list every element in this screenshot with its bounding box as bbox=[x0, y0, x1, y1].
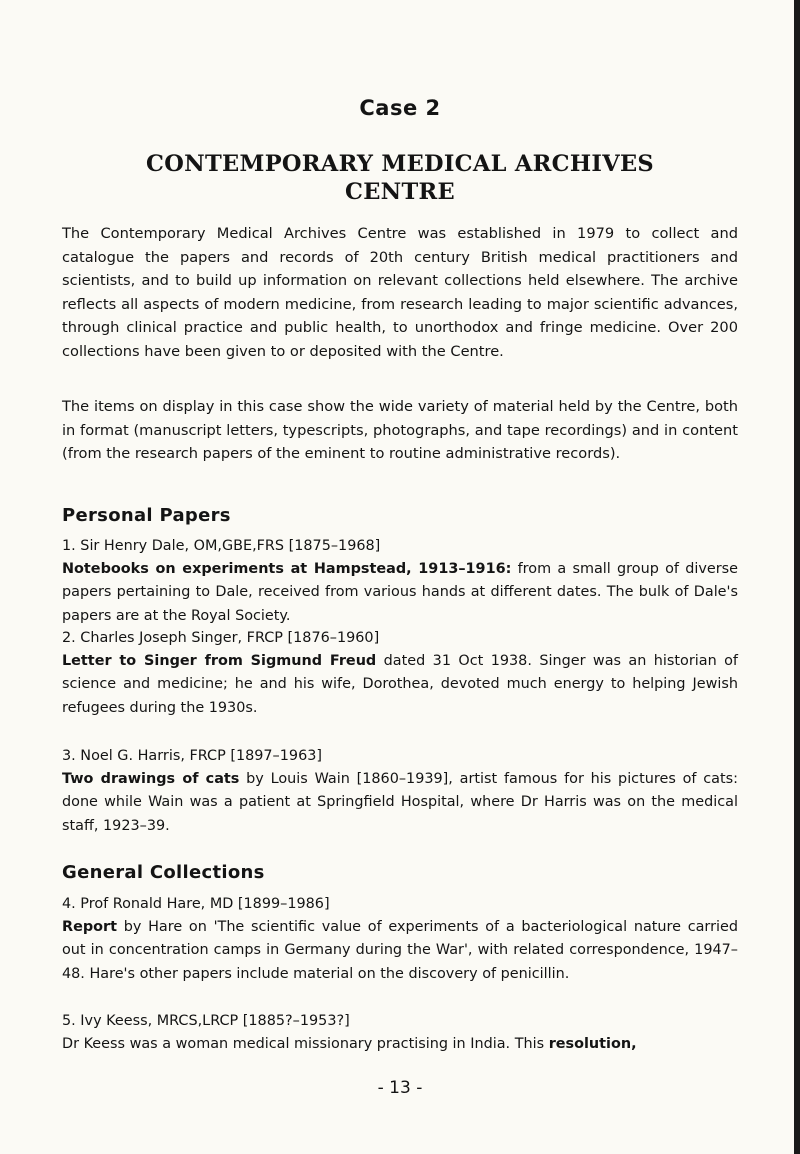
entry-5-header: 5. Ivy Keess, MRCS,LRCP [1885?–1953?] bbox=[62, 1013, 350, 1029]
entry-1 bbox=[62, 535, 738, 628]
entry-4-header: 4. Prof Ronald Hare, MD [1899–1986] bbox=[62, 896, 330, 912]
title-line-1: CONTEMPORARY MEDICAL ARCHIVES bbox=[146, 151, 654, 177]
entry-2-lead: Letter to Singer from Sigmund Freud bbox=[62, 653, 377, 670]
entry-5 bbox=[62, 1010, 738, 1056]
entry-4-lead: Report bbox=[62, 919, 118, 936]
section-heading-personal-papers: Personal Papers bbox=[62, 505, 231, 526]
intro-paragraph-2: The items on display in this case show the wide variety of material held by the Centre, both in format (manuscript letters, typescripts, photographs, and tape recordings) and in content (from the research papers of the eminent to routine administrative records). bbox=[62, 398, 738, 462]
entry-2 bbox=[62, 627, 738, 720]
entry-1-header: 1. Sir Henry Dale, OM,GBE,FRS [1875–1968] bbox=[62, 538, 381, 554]
entry-4-text: by Hare on 'The scientific value of experiments of a bacteriological nature carried out in concentration camps in Germany during the War', with related correspondence, 1947–48. Hare's other papers include material on the discovery of penicillin. bbox=[62, 919, 738, 982]
entry-1-text: from a small group of diverse papers pertaining to Dale, received from various hands at different dates. The bulk of Dale's papers are at the Royal Society. bbox=[62, 561, 738, 624]
entry-1-lead: Notebooks on experiments at Hampstead, 1913–1916: bbox=[62, 561, 512, 578]
entry-3-lead: Two drawings of cats bbox=[62, 771, 240, 788]
section-heading-general-collections: General Collections bbox=[62, 862, 265, 883]
case-label: Case 2 bbox=[359, 96, 441, 120]
page-title bbox=[62, 150, 738, 206]
entry-4 bbox=[62, 893, 738, 986]
entry-5-tail: resolution, bbox=[548, 1036, 637, 1053]
intro-paragraph-1: The Contemporary Medical Archives Centre was established in 1979 to collect and catalogue the papers and records of 20th century British medical practitioners and scientists, and to build up information on relevant collections held elsewhere. The archive reflects all aspects of modern medicine, from research leading to major scientific advances, through clinical practice and public health, to unorthodox and fringe medicine. Over 200 collections have been given to or deposited with the Centre. bbox=[62, 225, 738, 360]
entry-3-header: 3. Noel G. Harris, FRCP [1897–1963] bbox=[62, 748, 322, 764]
title-line-2: CENTRE bbox=[344, 179, 455, 205]
entry-3 bbox=[62, 745, 738, 838]
page-edge-shadow bbox=[794, 0, 800, 1154]
entry-3-text: by Louis Wain [1860–1939], artist famous for his pictures of cats: done while Wain was a patient at Springfield Hospital, where Dr Harris was on the medical staff, 1923–39. bbox=[62, 771, 738, 834]
page-number: - 13 - bbox=[377, 1078, 423, 1098]
entry-5-text: Dr Keess was a woman medical missionary practising in India. This bbox=[62, 1036, 549, 1053]
entry-2-header: 2. Charles Joseph Singer, FRCP [1876–1960] bbox=[62, 630, 380, 646]
entry-2-text: dated 31 Oct 1938. Singer was an historian of science and medicine; he and his wife, Dorothea, devoted much energy to helping Jewish refugees during the 1930s. bbox=[62, 653, 738, 716]
